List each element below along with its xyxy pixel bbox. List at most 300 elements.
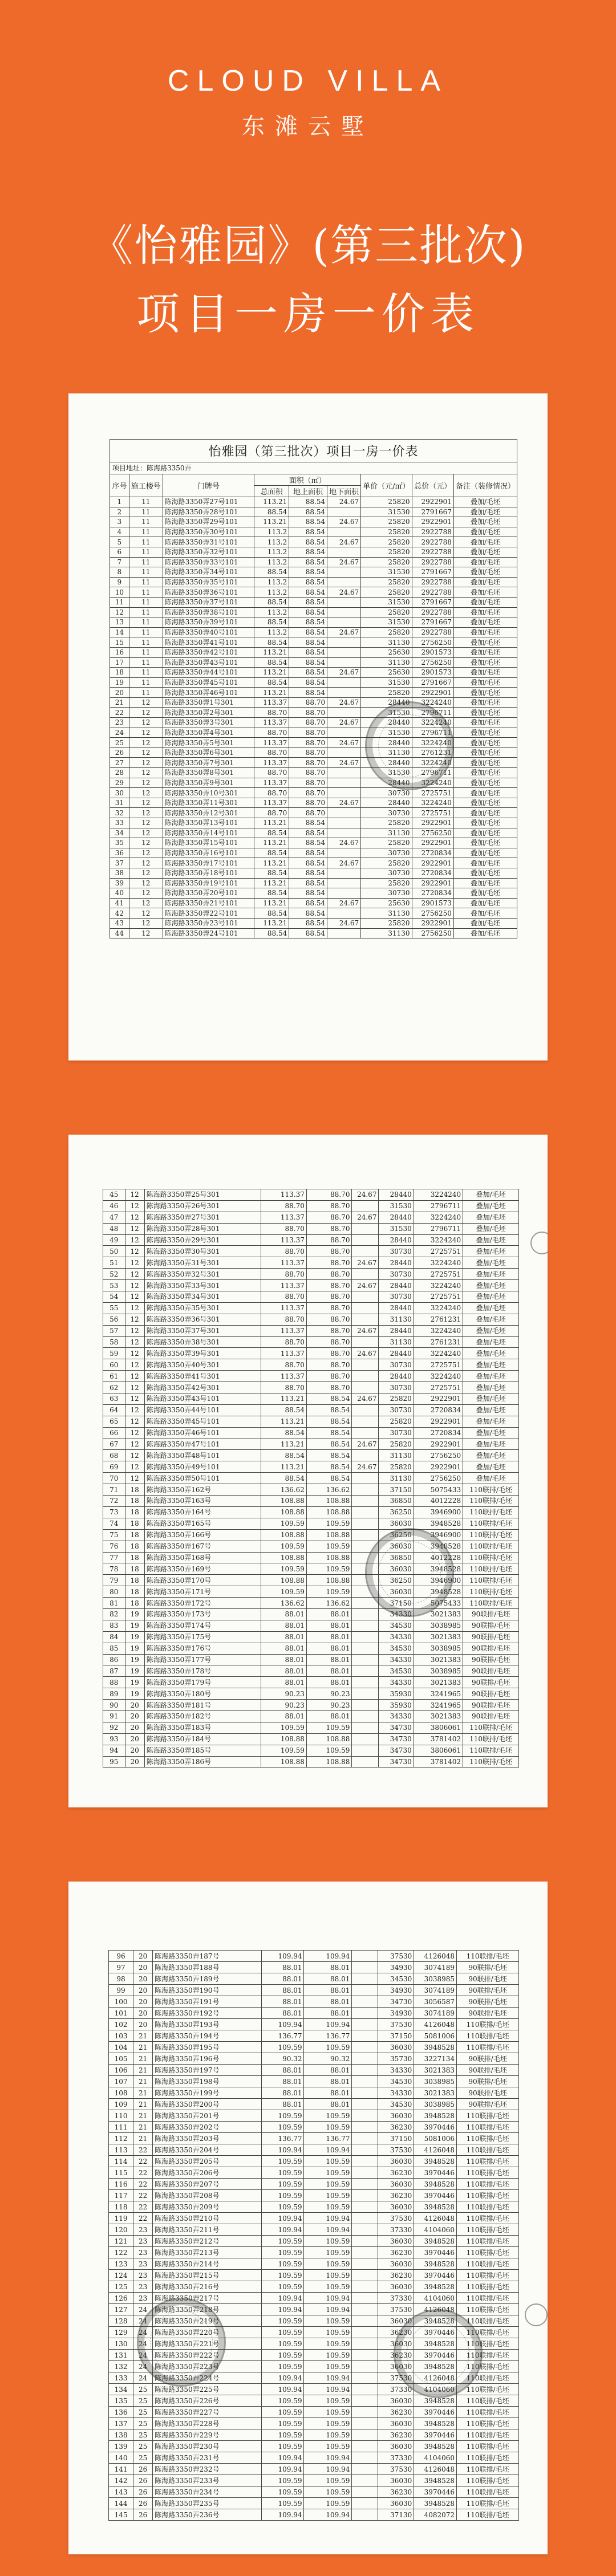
cell-total-price: 3970446	[414, 2429, 457, 2441]
cell-building: 11	[129, 507, 163, 517]
cell-base-area	[352, 2065, 378, 2076]
table-row	[110, 607, 517, 617]
table-row	[103, 1745, 519, 1756]
cell-room: 陈海路3350弄40号301	[144, 1359, 261, 1371]
cell-above-area: 109.59	[306, 1586, 352, 1598]
cell-remark: 叠加/毛坯	[453, 928, 517, 938]
cell-above-area: 109.59	[304, 2110, 352, 2122]
cell-room: 陈海路3350弄176号	[144, 1643, 261, 1654]
cell-room: 陈海路3350弄187号	[153, 1951, 262, 1962]
cell-total-area: 108.88	[261, 1506, 307, 1518]
table-row	[109, 2509, 519, 2521]
table-row	[103, 1269, 519, 1280]
header-building: 施工楼号	[129, 474, 163, 497]
cell-remark: 110联排/毛坯	[463, 1552, 519, 1563]
cell-above-area: 109.59	[304, 2270, 352, 2281]
cell-room: 陈海路3350弄224号	[153, 2372, 262, 2384]
cell-above-area: 88.70	[306, 1302, 352, 1314]
cell-total-area: 88.01	[261, 2087, 304, 2099]
cell-room: 陈海路3350弄25号301	[144, 1189, 261, 1201]
cell-base-area	[352, 2156, 378, 2167]
cell-building: 24	[133, 2361, 153, 2372]
cell-total-price: 2791667	[412, 597, 453, 607]
cell-total-price: 4126048	[414, 2144, 457, 2156]
cell-remark: 110联排/毛坯	[457, 2213, 519, 2224]
cell-building: 22	[133, 2156, 153, 2167]
cell-building: 18	[125, 1541, 144, 1552]
cell-no: 143	[109, 2486, 133, 2498]
cell-base-area	[352, 2475, 378, 2486]
cell-unit-price: 37150	[378, 2030, 414, 2042]
cell-remark: 叠加/毛坯	[463, 1223, 519, 1234]
cell-building: 12	[129, 798, 163, 808]
cell-above-area: 88.54	[289, 647, 327, 657]
cell-no: 54	[103, 1291, 125, 1303]
cell-room: 陈海路3350弄41号101	[163, 637, 254, 648]
cell-base-area	[327, 637, 361, 648]
cell-no: 22	[110, 708, 129, 718]
table-row	[103, 1461, 519, 1473]
cell-total-area: 88.01	[261, 1654, 307, 1665]
cell-total-area: 88.54	[254, 637, 289, 648]
table-row	[103, 1631, 519, 1643]
cell-remark: 叠加/毛坯	[463, 1427, 519, 1439]
cell-base-area: 24.67	[327, 557, 361, 567]
cell-building: 11	[129, 688, 163, 698]
cell-total-area: 108.88	[261, 1552, 307, 1563]
cell-no: 76	[103, 1541, 125, 1552]
cell-total-price: 3948528	[414, 2110, 457, 2122]
cell-building: 22	[133, 2190, 153, 2201]
cell-unit-price: 36030	[378, 2201, 414, 2213]
cell-base-area	[352, 1643, 379, 1654]
cell-unit-price: 31530	[361, 597, 412, 607]
cell-unit-price: 36250	[379, 1506, 414, 1518]
cell-remark: 叠加/毛坯	[453, 607, 517, 617]
cell-total-price: 3970446	[414, 2327, 457, 2338]
cell-unit-price: 31530	[379, 1200, 414, 1212]
cell-room: 陈海路3350弄49号101	[144, 1461, 261, 1473]
cell-above-area: 109.59	[304, 2338, 352, 2350]
table-row	[110, 918, 517, 928]
cell-base-area	[352, 2486, 378, 2498]
table-row	[109, 2350, 519, 2361]
cell-above-area: 88.54	[289, 587, 327, 598]
cell-building: 18	[125, 1552, 144, 1563]
cell-total-area: 109.59	[261, 2167, 304, 2179]
cell-room: 陈海路3350弄22号101	[163, 908, 254, 919]
cell-room: 陈海路3350弄213号	[153, 2247, 262, 2258]
table-row	[103, 1325, 519, 1336]
cell-no: 90	[103, 1700, 125, 1711]
cell-no: 80	[103, 1586, 125, 1598]
cell-above-area: 88.01	[306, 1620, 352, 1631]
cell-building: 11	[129, 557, 163, 567]
cell-total-area: 88.54	[254, 567, 289, 578]
cell-remark: 叠加/毛坯	[463, 1246, 519, 1257]
cell-unit-price: 37330	[378, 2224, 414, 2236]
cell-room: 陈海路3350弄206号	[153, 2167, 262, 2179]
cell-building: 25	[133, 2452, 153, 2464]
cell-above-area: 88.54	[289, 527, 327, 537]
cell-room: 陈海路3350弄21号101	[163, 898, 254, 908]
table-row	[103, 1506, 519, 1518]
cell-total-area: 88.54	[254, 868, 289, 878]
cell-building: 20	[133, 1962, 153, 1973]
cell-base-area	[352, 1223, 379, 1234]
cell-unit-price: 34930	[378, 1962, 414, 1973]
cell-no: 19	[110, 677, 129, 688]
table-row	[109, 2087, 519, 2099]
table-row	[103, 1575, 519, 1586]
cell-no: 89	[103, 1688, 125, 1700]
cell-above-area: 88.54	[289, 838, 327, 848]
cell-room: 陈海路3350弄186号	[144, 1756, 261, 1768]
cell-unit-price: 37150	[378, 2133, 414, 2144]
table-row	[109, 2429, 519, 2441]
cell-base-area: 24.67	[327, 758, 361, 768]
table-row	[109, 2452, 519, 2464]
cell-no: 48	[103, 1223, 125, 1234]
cell-base-area	[352, 1404, 379, 1416]
cell-remark: 90联排/毛坯	[463, 1700, 519, 1711]
cell-no: 86	[103, 1654, 125, 1665]
cell-total-price: 3227134	[414, 2053, 457, 2065]
cell-base-area	[352, 1541, 379, 1552]
cell-remark: 叠加/毛坯	[453, 587, 517, 598]
cell-total-price: 3224240	[414, 1348, 463, 1359]
cell-remark: 叠加/毛坯	[453, 617, 517, 628]
cell-above-area: 88.54	[289, 607, 327, 617]
cell-no: 132	[109, 2361, 133, 2372]
cell-unit-price: 25820	[361, 537, 412, 547]
table-row	[103, 1371, 519, 1382]
cell-remark: 叠加/毛坯	[463, 1336, 519, 1348]
cell-base-area	[352, 1484, 379, 1496]
cell-above-area: 88.54	[289, 908, 327, 919]
cell-base-area	[352, 2019, 378, 2030]
cell-base-area	[352, 1416, 379, 1427]
cell-total-area: 109.59	[261, 2258, 304, 2270]
cell-unit-price: 36030	[378, 2441, 414, 2452]
cell-no: 84	[103, 1631, 125, 1643]
cell-unit-price: 25820	[361, 858, 412, 868]
cell-building: 21	[133, 2122, 153, 2133]
cell-no: 140	[109, 2452, 133, 2464]
cell-building: 19	[125, 1631, 144, 1643]
cell-no: 111	[109, 2122, 133, 2133]
cell-base-area	[352, 2099, 378, 2110]
cell-above-area: 88.54	[289, 858, 327, 868]
cell-no: 115	[109, 2167, 133, 2179]
cell-total-area: 109.59	[261, 2247, 304, 2258]
cell-no: 81	[103, 1598, 125, 1609]
table-row	[109, 2384, 519, 2395]
cell-room: 陈海路3350弄174号	[144, 1620, 261, 1631]
cell-remark: 110联排/毛坯	[457, 2144, 519, 2156]
cell-room: 陈海路3350弄171号	[144, 1586, 261, 1598]
cell-building: 20	[133, 1973, 153, 1985]
cell-remark: 110联排/毛坯	[457, 2190, 519, 2201]
cell-unit-price: 36030	[378, 2281, 414, 2293]
cell-total-price: 5075433	[414, 1598, 463, 1609]
cell-no: 118	[109, 2201, 133, 2213]
cell-unit-price: 28440	[379, 1325, 414, 1336]
cell-room: 陈海路3350弄208号	[153, 2190, 262, 2201]
cell-building: 11	[129, 668, 163, 678]
cell-base-area: 24.67	[352, 1348, 379, 1359]
cell-total-area: 113.2	[254, 607, 289, 617]
cell-no: 67	[103, 1439, 125, 1450]
cell-remark: 90联排/毛坯	[457, 1962, 519, 1973]
table-row	[110, 647, 517, 657]
cell-total-price: 3948528	[414, 2418, 457, 2429]
cell-base-area	[352, 1962, 378, 1973]
table-row	[110, 848, 517, 858]
cell-building: 23	[133, 2224, 153, 2236]
cell-total-area: 113.21	[261, 1439, 307, 1450]
cell-above-area: 109.94	[304, 2384, 352, 2395]
cell-building: 25	[133, 2429, 153, 2441]
cell-building: 25	[133, 2407, 153, 2418]
cell-building: 12	[129, 697, 163, 708]
cell-above-area: 109.59	[304, 2281, 352, 2293]
cell-room: 陈海路3350弄46号101	[144, 1427, 261, 1439]
table-row	[103, 1393, 519, 1405]
cell-no: 18	[110, 668, 129, 678]
cell-remark: 90联排/毛坯	[463, 1608, 519, 1620]
cell-remark: 110联排/毛坯	[457, 2224, 519, 2236]
cell-room: 陈海路3350弄222号	[153, 2350, 262, 2361]
cell-total-area: 88.70	[261, 1336, 307, 1348]
cell-unit-price: 36030	[378, 2315, 414, 2327]
header-total-price: 总价（元）	[412, 474, 453, 497]
cell-base-area	[327, 928, 361, 938]
table-row	[109, 2144, 519, 2156]
table-row	[110, 838, 517, 848]
cell-above-area: 88.54	[306, 1393, 352, 1405]
table-row	[110, 888, 517, 899]
cell-building: 12	[129, 818, 163, 828]
table-row	[103, 1541, 519, 1552]
cell-building: 11	[129, 497, 163, 507]
cell-remark: 叠加/毛坯	[463, 1325, 519, 1336]
cell-base-area: 24.67	[327, 918, 361, 928]
cell-no: 112	[109, 2133, 133, 2144]
cell-no: 46	[103, 1200, 125, 1212]
cell-room: 陈海路3350弄226号	[153, 2395, 262, 2407]
cell-remark: 90联排/毛坯	[463, 1688, 519, 1700]
cell-room: 陈海路3350弄40号101	[163, 627, 254, 637]
cell-total-price: 3021383	[414, 1677, 463, 1688]
cell-unit-price: 36030	[378, 2110, 414, 2122]
cell-base-area	[352, 1291, 379, 1303]
cell-base-area	[352, 2110, 378, 2122]
cell-remark: 叠加/毛坯	[453, 697, 517, 708]
cell-remark: 叠加/毛坯	[453, 728, 517, 738]
cell-remark: 叠加/毛坯	[453, 647, 517, 657]
cell-building: 12	[125, 1404, 144, 1416]
cell-base-area	[352, 1234, 379, 1246]
table-row	[103, 1643, 519, 1654]
cell-room: 陈海路3350弄227号	[153, 2407, 262, 2418]
cell-remark: 110联排/毛坯	[457, 2304, 519, 2315]
cell-total-price: 3970446	[414, 2407, 457, 2418]
cell-no: 44	[110, 928, 129, 938]
cell-total-price: 3224240	[414, 1212, 463, 1223]
cell-room: 陈海路3350弄195号	[153, 2042, 262, 2053]
cell-total-area: 109.59	[261, 1586, 307, 1598]
cell-base-area	[352, 2407, 378, 2418]
cell-unit-price: 25820	[379, 1439, 414, 1450]
cell-remark: 110联排/毛坯	[463, 1529, 519, 1541]
cell-total-price: 2922901	[412, 688, 453, 698]
table-row	[109, 2304, 519, 2315]
cell-total-area: 113.37	[261, 1348, 307, 1359]
cell-base-area	[352, 1246, 379, 1257]
cell-total-area: 136.77	[261, 2133, 304, 2144]
cell-base-area	[327, 677, 361, 688]
cell-total-area: 113.21	[254, 858, 289, 868]
cell-remark: 叠加/毛坯	[453, 547, 517, 557]
cell-base-area: 24.67	[352, 1461, 379, 1473]
cell-building: 24	[133, 2304, 153, 2315]
cell-no: 50	[103, 1246, 125, 1257]
cell-base-area	[327, 818, 361, 828]
cell-unit-price: 37150	[379, 1484, 414, 1496]
table-row	[109, 2224, 519, 2236]
cell-room: 陈海路3350弄50号101	[144, 1473, 261, 1484]
cell-base-area	[352, 2270, 378, 2281]
cell-remark: 110联排/毛坯	[457, 2498, 519, 2509]
cell-building: 24	[133, 2350, 153, 2361]
cell-no: 128	[109, 2315, 133, 2327]
cell-base-area	[352, 2133, 378, 2144]
cell-base-area	[327, 547, 361, 557]
cell-no: 92	[103, 1722, 125, 1733]
cell-no: 51	[103, 1257, 125, 1269]
cell-building: 26	[133, 2464, 153, 2475]
table-row	[110, 778, 517, 788]
table-row	[110, 557, 517, 567]
cell-room: 陈海路3350弄175号	[144, 1631, 261, 1643]
cell-total-price: 3948528	[414, 2156, 457, 2167]
cell-unit-price: 30730	[361, 808, 412, 818]
cell-above-area: 88.01	[306, 1710, 352, 1722]
cell-total-area: 88.01	[261, 1996, 304, 2008]
cell-total-price: 3224240	[414, 1280, 463, 1291]
cell-above-area: 109.59	[304, 2122, 352, 2133]
cell-above-area: 88.54	[289, 497, 327, 507]
cell-room: 陈海路3350弄235号	[153, 2498, 262, 2509]
cell-remark: 110联排/毛坯	[463, 1496, 519, 1507]
price-table-page-1	[110, 474, 517, 938]
cell-total-area: 109.59	[261, 2429, 304, 2441]
table-row	[109, 2464, 519, 2475]
cell-remark: 110联排/毛坯	[457, 2350, 519, 2361]
cell-above-area: 88.54	[289, 688, 327, 698]
cell-remark: 叠加/毛坯	[453, 627, 517, 637]
document-address-line: 项目地址：陈海路3350弄	[110, 462, 517, 474]
cell-room: 陈海路3350弄31号301	[144, 1257, 261, 1269]
table-row	[109, 2236, 519, 2247]
cell-room: 陈海路3350弄29号301	[144, 1234, 261, 1246]
cell-total-area: 108.88	[261, 1496, 307, 1507]
table-row	[109, 2213, 519, 2224]
table-row	[109, 2201, 519, 2213]
cell-total-price: 2725751	[414, 1246, 463, 1257]
cell-base-area	[327, 657, 361, 668]
cell-base-area	[352, 2304, 378, 2315]
cell-no: 109	[109, 2099, 133, 2110]
cell-total-price: 3038985	[414, 2099, 457, 2110]
cell-unit-price: 37330	[378, 2452, 414, 2464]
brand-name-en: CLOUD VILLA	[167, 64, 449, 97]
cell-total-price: 3224240	[414, 1302, 463, 1314]
cell-base-area: 24.67	[327, 587, 361, 598]
cell-no: 66	[103, 1427, 125, 1439]
cell-room: 陈海路3350弄2号301	[163, 708, 254, 718]
cell-remark: 90联排/毛坯	[463, 1620, 519, 1631]
header-remark: 备注（装修情况）	[453, 474, 517, 497]
table-row	[109, 1951, 519, 1962]
cell-unit-price: 28440	[379, 1257, 414, 1269]
cell-base-area	[327, 868, 361, 878]
cell-total-price: 2720834	[412, 848, 453, 858]
cell-no: 56	[103, 1314, 125, 1325]
cell-total-price: 3948528	[414, 2498, 457, 2509]
cell-above-area: 88.70	[306, 1314, 352, 1325]
cell-remark: 叠加/毛坯	[463, 1404, 519, 1416]
cell-remark: 90联排/毛坯	[457, 2087, 519, 2099]
cell-total-price: 2756250	[412, 657, 453, 668]
cell-total-area: 88.54	[261, 1450, 307, 1461]
cell-total-price: 2791667	[412, 677, 453, 688]
cell-remark: 110联排/毛坯	[457, 2110, 519, 2122]
cell-total-area: 90.32	[261, 2053, 304, 2065]
cell-remark: 110联排/毛坯	[463, 1586, 519, 1598]
cell-above-area: 88.54	[289, 928, 327, 938]
cell-remark: 110联排/毛坯	[457, 2441, 519, 2452]
cell-unit-price: 31530	[379, 1223, 414, 1234]
cell-building: 24	[133, 2327, 153, 2338]
table-row	[109, 2167, 519, 2179]
cell-no: 130	[109, 2338, 133, 2350]
cell-above-area: 88.01	[306, 1608, 352, 1620]
cell-room: 陈海路3350弄209号	[153, 2201, 262, 2213]
cell-base-area	[352, 1620, 379, 1631]
cell-unit-price: 28440	[379, 1280, 414, 1291]
cell-above-area: 109.59	[304, 2156, 352, 2167]
table-row	[109, 2008, 519, 2019]
table-row	[110, 677, 517, 688]
cell-unit-price: 36230	[378, 2190, 414, 2201]
cell-total-area: 109.59	[261, 2418, 304, 2429]
cell-total-price: 3038985	[414, 1973, 457, 1985]
cell-total-price: 3970446	[414, 2167, 457, 2179]
cell-total-area: 109.94	[261, 2384, 304, 2395]
cell-unit-price: 28440	[361, 758, 412, 768]
cell-total-area: 88.70	[261, 1269, 307, 1280]
cell-unit-price: 28440	[379, 1302, 414, 1314]
cell-total-area: 88.54	[254, 908, 289, 919]
cell-building: 12	[125, 1461, 144, 1473]
cell-room: 陈海路3350弄43号101	[163, 657, 254, 668]
cell-unit-price: 37530	[378, 2019, 414, 2030]
cell-total-area: 113.37	[254, 697, 289, 708]
cell-remark: 叠加/毛坯	[453, 908, 517, 919]
cell-remark: 叠加/毛坯	[463, 1291, 519, 1303]
